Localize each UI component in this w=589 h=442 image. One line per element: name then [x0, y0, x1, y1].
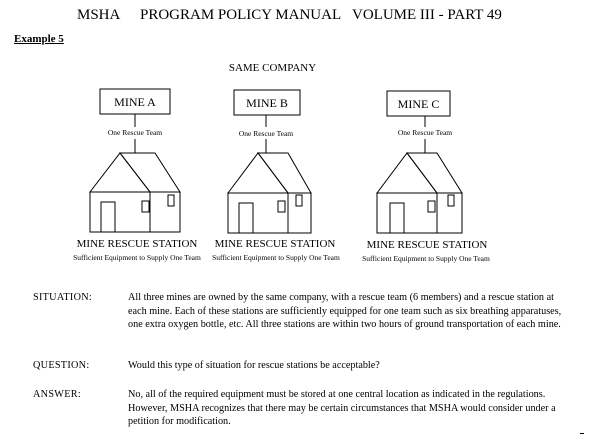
mine-c-station-label: MINE RESCUE STATION	[366, 239, 488, 251]
company-label: SAME COMPANY	[228, 62, 317, 74]
corner-mark	[580, 433, 584, 434]
mine-c-label: MINE C	[397, 97, 440, 111]
situation-term: SITUATION:	[33, 292, 93, 303]
answer-text: No, all of the required equipment must be stored at one central location as indicated in the regulations. However, MSHA recognizes that there may be certain circumstances that MSHA would consider under a petition for modification.	[128, 389, 556, 427]
header-agency: MSHA	[77, 7, 121, 23]
mine-b-equipment-label: Sufficient Equipment to Supply One Team	[212, 253, 340, 262]
mine-c-equipment-label: Sufficient Equipment to Supply One Team	[362, 254, 490, 263]
situation-section	[33, 291, 573, 347]
mine-b-house-icon	[228, 153, 311, 233]
question-term: QUESTION:	[33, 360, 90, 371]
mine-c-team-label: One Rescue Team	[397, 128, 453, 137]
mine-a-station-label: MINE RESCUE STATION	[76, 238, 198, 250]
situation-text: All three mines are owned by the same company, with a rescue team (6 members) and a rescue station at each mine. Each of these stations are sufficiently equipped for one team such as six breathing apparatuses, one extra oxygen bottle, etc. All three stations are within two hours of ground transportation of each mine.	[128, 292, 562, 330]
mine-b-station-label: MINE RESCUE STATION	[214, 238, 336, 250]
mine-a-team-label: One Rescue Team	[107, 128, 163, 137]
header-volume: VOLUME III - PART 49	[352, 7, 502, 23]
question-text: Would this type of situation for rescue stations be acceptable?	[128, 360, 380, 371]
mine-b-team-label: One Rescue Team	[238, 129, 294, 138]
mine-c-house-icon	[377, 153, 462, 233]
mine-b-label: MINE B	[246, 96, 288, 110]
example-label: Example 5	[14, 33, 64, 45]
mine-a-equipment-label: Sufficient Equipment to Supply One Team	[73, 253, 201, 262]
header-manual-title: PROGRAM POLICY MANUAL	[140, 7, 342, 23]
question-section	[33, 359, 573, 373]
mine-a-house-icon	[90, 153, 180, 232]
answer-section	[33, 388, 573, 430]
mine-a-label: MINE A	[114, 95, 156, 109]
answer-term: ANSWER:	[33, 389, 81, 400]
